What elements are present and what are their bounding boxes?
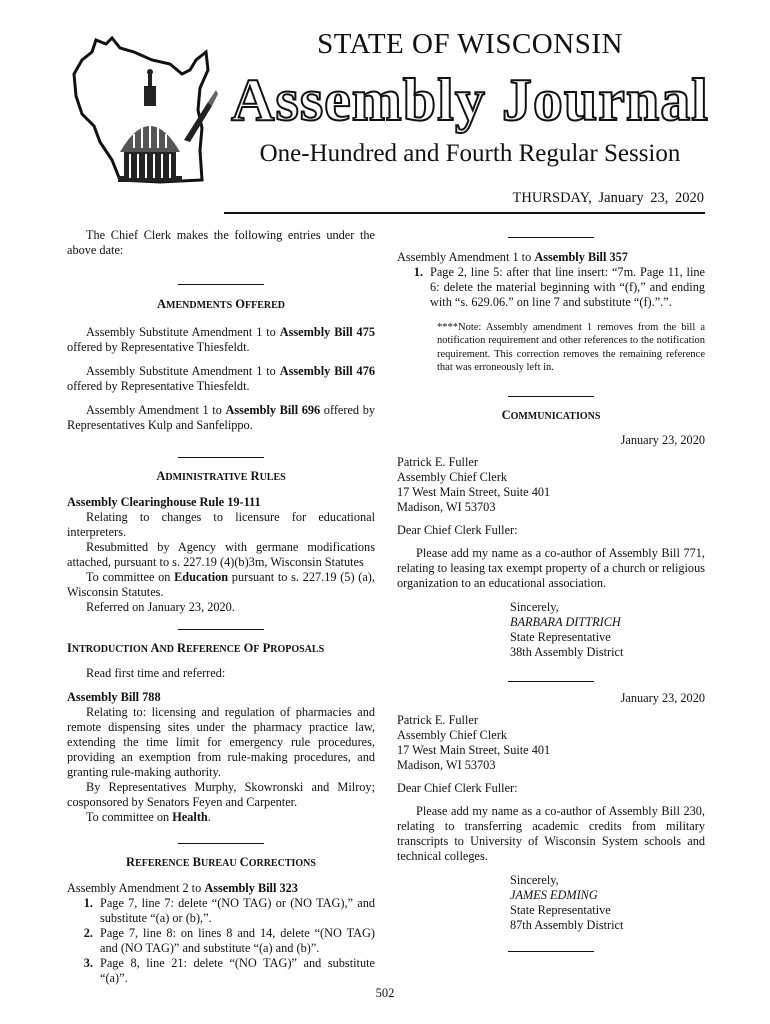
section-divider [178, 284, 264, 285]
letter-signature: Sincerely, JAMES EDMING State Representative 87th Assembly District [510, 872, 624, 932]
section-divider [508, 237, 594, 238]
list-item: 1. Page 7, line 7: delete “(NO TAG) or (NO TAG),” and substitute “(a) or (b),”. [83, 896, 375, 925]
amendment-entry: Assembly Substitute Amendment 1 to Assembly Bill 476 offered by Representative Thiesfeldt. [67, 364, 375, 393]
bill-heading[interactable]: Assembly Bill 788 [67, 690, 161, 704]
letter-address: Patrick E. Fuller Assembly Chief Clerk 17 West Main Street, Suite 401 Madison, WI 53703 [397, 712, 551, 772]
rule-resubmitted: Resubmitted by Agency with germane modifications attached, pursuant to s. 227.19 (4)(b)3m, Wisconsin Statutes [67, 540, 375, 569]
journal-date: THURSDAY, January 23, 2020 [512, 190, 704, 206]
page-number: 502 [375, 986, 395, 1000]
section-divider [508, 951, 594, 952]
correction-amendment: Assembly Amendment 2 to Assembly Bill 323 [67, 881, 298, 895]
corrections-heading: REFERENCE BUREAU CORRECTIONS [126, 855, 316, 869]
communications-heading: COMMUNICATIONS [501, 407, 601, 422]
wisconsin-capitol-logo-icon [60, 30, 220, 205]
correction-list [67, 896, 375, 986]
section-divider [508, 681, 594, 682]
right-column [397, 228, 705, 952]
section-divider [178, 457, 264, 458]
bill-committee: To committee on Health. [86, 810, 211, 824]
intro-ref-heading: INTRODUCTION AND REFERENCE OF PROPOSALS [67, 641, 325, 655]
journal-title: Assembly Journal [231, 67, 709, 133]
rule-committee: To committee on Education pursuant to s. 227.19 (5) (a), Wisconsin Statutes. [67, 570, 375, 599]
committee-link[interactable]: Health [172, 810, 208, 824]
letter-date: January 23, 2020 [620, 690, 705, 705]
letter-address: Patrick E. Fuller Assembly Chief Clerk 17 West Main Street, Suite 401 Madison, WI 53703 [397, 454, 551, 514]
rule-referred: Referred on January 23, 2020. [86, 600, 235, 614]
letter-salutation: Dear Chief Clerk Fuller: [397, 780, 518, 795]
header-rule [224, 212, 705, 214]
amendment-entry: Assembly Substitute Amendment 1 to Assembly Bill 475 offered by Representative Thiesfeldt. [67, 325, 375, 354]
committee-link[interactable]: Education [174, 570, 229, 584]
section-divider [178, 843, 264, 844]
list-item: 1. Page 2, line 5: after that line insert: “7m. Page 11, line 6: delete the material beginning with “(f),” and ending with “s. 629.06.” on line 7 and substitute “(f).”.”. [413, 265, 705, 309]
bill-link[interactable]: Assembly Bill 357 [534, 250, 628, 264]
letter [397, 691, 705, 933]
intro-text: The Chief Clerk makes the following entries under the above date: [67, 228, 375, 257]
bill-sponsors: By Representatives Murphy, Skowronski and Milroy; cosponsored by Senators Feyen and Carpenter. [67, 780, 375, 809]
bill-link[interactable]: Assembly Bill 476 [279, 364, 375, 378]
bill-relating: Relating to: licensing and regulation of pharmacies and remote dispensing sites under the pharmacy practice law, extending the time limit for emergency rule procedures, providing an exemption from rule-making procedures, and granting rule-making authority. [67, 705, 375, 779]
letter-body: Please add my name as a co-author of Assembly Bill 771, relating to leasing tax exempt property of a church or religious organization to an educational association. [397, 545, 706, 590]
list-item: 3. Page 8, line 21: delete “(NO TAG)” and substitute “(a)”. [83, 956, 375, 985]
section-divider [178, 629, 264, 630]
letter [397, 433, 705, 660]
bill-link[interactable]: Assembly Bill 475 [279, 325, 375, 339]
bill-link[interactable]: Assembly Bill 323 [204, 881, 298, 895]
rule-relating: Relating to changes to licensure for educational interpreters. [67, 510, 375, 539]
letter-signature: Sincerely, BARBARA DITTRICH State Representative 38th Assembly District [510, 599, 624, 659]
session-heading: One-Hundred and Fourth Regular Session [259, 140, 681, 167]
rules-heading: ADMINISTRATIVE RULES [156, 469, 286, 483]
amendments-heading: AMENDMENTS OFFERED [156, 297, 285, 311]
letter-salutation: Dear Chief Clerk Fuller: [397, 522, 518, 537]
amendment-heading: Assembly Amendment 1 to Assembly Bill 357 [397, 250, 628, 264]
amendment-entry: Assembly Amendment 1 to Assembly Bill 696 offered by Representatives Kulp and Sanfelippo. [67, 403, 375, 432]
section-divider [508, 396, 594, 397]
state-heading: STATE OF WISCONSIN [317, 28, 623, 60]
bill-link[interactable]: Assembly Bill 696 [225, 403, 321, 417]
list-item: 2. Page 7, line 8: on lines 8 and 14, delete “(NO TAG) and (NO TAG)” and substitute “(a) and (b)”. [83, 926, 375, 955]
letter-date: January 23, 2020 [620, 432, 705, 447]
left-column [67, 228, 375, 986]
rule-name[interactable]: Assembly Clearinghouse Rule 19-111 [67, 495, 261, 509]
letter-body: Please add my name as a co-author of Assembly Bill 230, relating to transferring academic credits from military transcripts to University of Wisconsin System schools and technical colleges. [397, 803, 705, 863]
read-first-time: Read first time and referred: [86, 666, 226, 680]
amendment-note: ****Note: Assembly amendment 1 removes from the bill a notification requirement and other references to the notification requirement. This correction removes the remaining reference that was erroneously left in. [437, 321, 705, 373]
